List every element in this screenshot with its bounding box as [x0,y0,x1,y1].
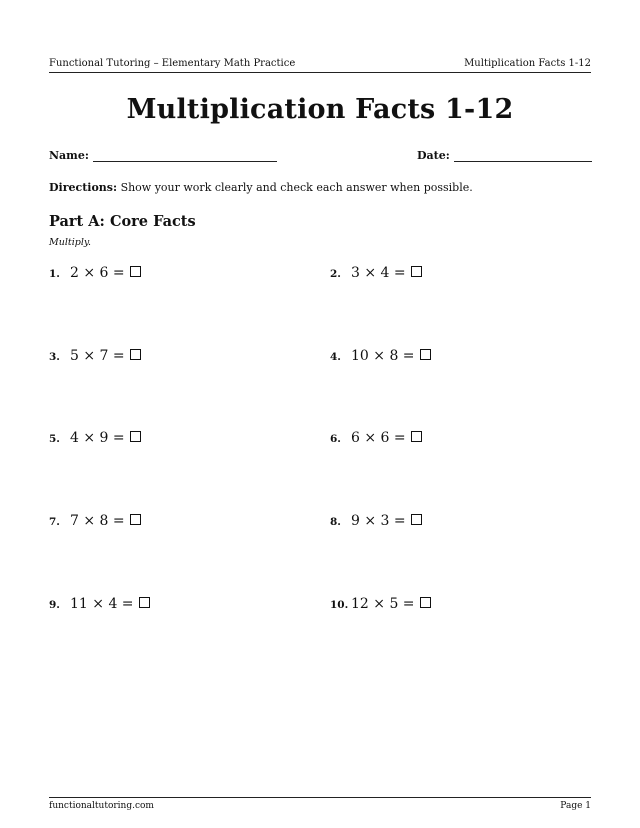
problem-number: 8. [330,516,341,528]
problem-expression: 3 × 4 = [351,265,406,281]
directions [49,181,473,194]
problem-expression: 2 × 6 = [70,265,125,281]
directions-label: Directions: [49,181,118,194]
problem-expression: 7 × 8 = [70,513,125,529]
problem-number: 7. [49,516,60,528]
problem-9 [49,596,150,612]
problem-8 [330,513,422,529]
answer-box[interactable] [420,349,431,360]
problem-4 [330,348,431,364]
problem-number: 5. [49,433,60,445]
problem-number: 6. [330,433,341,445]
date-field[interactable] [417,149,592,162]
problem-3 [49,348,141,364]
problem-expression: 4 × 9 = [70,430,125,446]
answer-box[interactable] [139,597,150,608]
footer-page-number: Page 1 [560,801,591,811]
problem-6 [330,430,422,446]
header-left-text: Functional Tutoring – Elementary Math Practice [49,58,296,69]
problem-number: 1. [49,268,60,280]
answer-box[interactable] [411,514,422,525]
problem-expression: 10 × 8 = [351,348,415,364]
problem-number: 10. [330,599,349,611]
name-label: Name: [49,149,89,162]
problem-number: 9. [49,599,60,611]
date-line[interactable] [454,151,592,162]
answer-box[interactable] [411,266,422,277]
part-a-heading: Part A: Core Facts [49,213,196,230]
problem-expression: 6 × 6 = [351,430,406,446]
problem-expression: 5 × 7 = [70,348,125,364]
directions-text: Show your work clearly and check each answer when possible. [120,181,473,194]
problem-1 [49,265,141,281]
problem-number: 4. [330,351,341,363]
date-label: Date: [417,149,450,162]
problem-2 [330,265,422,281]
problem-expression: 11 × 4 = [70,596,134,612]
answer-box[interactable] [130,349,141,360]
problem-number: 2. [330,268,341,280]
answer-box[interactable] [411,431,422,442]
header-right-text: Multiplication Facts 1-12 [464,58,591,69]
name-line[interactable] [93,151,277,162]
problem-5 [49,430,141,446]
page-title: Multiplication Facts 1-12 [126,94,514,125]
problem-expression: 12 × 5 = [351,596,415,612]
answer-box[interactable] [130,266,141,277]
footer-website[interactable]: functionaltutoring.com [49,801,154,811]
answer-box[interactable] [420,597,431,608]
problem-7 [49,513,141,529]
part-a-instruction: Multiply. [49,237,91,248]
problem-10 [330,596,431,612]
answer-box[interactable] [130,431,141,442]
answer-box[interactable] [130,514,141,525]
page-footer [49,797,591,811]
problem-number: 3. [49,351,60,363]
name-field[interactable] [49,149,277,162]
problem-expression: 9 × 3 = [351,513,406,529]
page-header [49,58,591,73]
